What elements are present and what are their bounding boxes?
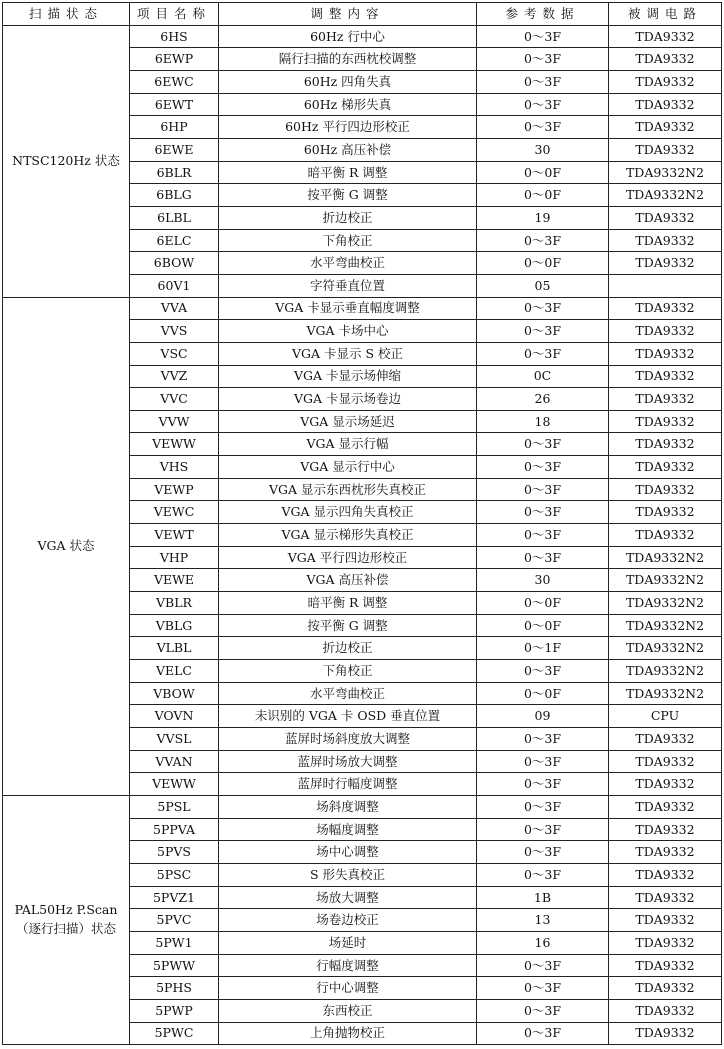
circuit-cell: TDA9332 — [609, 48, 722, 71]
adjust-content-cell: VGA 平行四边形校正 — [219, 546, 477, 569]
item-name-cell: 6EWP — [130, 48, 219, 71]
header-row — [3, 3, 722, 26]
circuit-cell: TDA9332 — [609, 206, 722, 229]
adjust-content-cell: 下角校正 — [219, 660, 477, 683]
reference-data-cell: 0～3F — [477, 660, 609, 683]
scan-state-cell: VGA 状态 — [3, 297, 130, 795]
reference-data-cell: 0～3F — [477, 795, 609, 818]
reference-data-cell: 18 — [477, 410, 609, 433]
reference-data-cell: 0～3F — [477, 728, 609, 751]
adjust-content-cell: 东西校正 — [219, 999, 477, 1022]
item-name-cell: VEWP — [130, 478, 219, 501]
adjust-content-cell: 隔行扫描的东西枕校调整 — [219, 48, 477, 71]
item-name-cell: 60V1 — [130, 274, 219, 297]
circuit-cell: TDA9332 — [609, 999, 722, 1022]
adjust-content-cell: 下角校正 — [219, 229, 477, 252]
item-name-cell: 5PHS — [130, 977, 219, 1000]
adjust-content-cell: VGA 卡场中心 — [219, 320, 477, 343]
item-name-cell: VBLR — [130, 592, 219, 615]
circuit-cell: CPU — [609, 705, 722, 728]
item-name-cell: VEWC — [130, 501, 219, 524]
reference-data-cell: 0～3F — [477, 229, 609, 252]
circuit-cell: TDA9332 — [609, 70, 722, 93]
item-name-cell: VLBL — [130, 637, 219, 660]
circuit-cell: TDA9332 — [609, 433, 722, 456]
scan-state-cell: NTSC120Hz 状态 — [3, 25, 130, 297]
item-name-cell: VOVN — [130, 705, 219, 728]
circuit-cell: TDA9332N2 — [609, 637, 722, 660]
reference-data-cell: 0～3F — [477, 320, 609, 343]
item-name-cell: VVAN — [130, 750, 219, 773]
item-name-cell: 5PWP — [130, 999, 219, 1022]
item-name-cell: 6HP — [130, 116, 219, 139]
item-name-cell: VBLG — [130, 614, 219, 637]
adjust-content-cell: S 形失真校正 — [219, 863, 477, 886]
header-scan-state: 扫描状态 — [3, 3, 130, 26]
adjust-content-cell: 场幅度调整 — [219, 818, 477, 841]
adjust-content-cell: 60Hz 平行四边形校正 — [219, 116, 477, 139]
item-name-cell: 6EWT — [130, 93, 219, 116]
adjust-content-cell: 水平弯曲校正 — [219, 252, 477, 275]
circuit-cell: TDA9332 — [609, 138, 722, 161]
circuit-cell: TDA9332N2 — [609, 614, 722, 637]
header-circuit: 被调电路 — [609, 3, 722, 26]
item-name-cell: VEWW — [130, 433, 219, 456]
header-item-name: 项目名称 — [130, 3, 219, 26]
reference-data-cell: 0～3F — [477, 116, 609, 139]
item-name-cell: 6EWC — [130, 70, 219, 93]
adjust-content-cell: 60Hz 四角失真 — [219, 70, 477, 93]
adjust-content-cell: 字符垂直位置 — [219, 274, 477, 297]
reference-data-cell: 0～3F — [477, 999, 609, 1022]
reference-data-cell: 30 — [477, 569, 609, 592]
item-name-cell: 5PVC — [130, 909, 219, 932]
item-name-cell: 5PWW — [130, 954, 219, 977]
reference-data-cell: 0～3F — [477, 501, 609, 524]
reference-data-cell: 0～3F — [477, 70, 609, 93]
adjust-content-cell: 场延时 — [219, 931, 477, 954]
circuit-cell: TDA9332N2 — [609, 546, 722, 569]
adjust-content-cell: 未识别的 VGA 卡 OSD 垂直位置 — [219, 705, 477, 728]
circuit-cell: TDA9332 — [609, 1022, 722, 1045]
reference-data-cell: 0～3F — [477, 546, 609, 569]
adjust-content-cell: 暗平衡 R 调整 — [219, 161, 477, 184]
item-name-cell: VELC — [130, 660, 219, 683]
reference-data-cell: 1B — [477, 886, 609, 909]
adjust-content-cell: VGA 卡显示场伸缩 — [219, 365, 477, 388]
reference-data-cell: 0～3F — [477, 478, 609, 501]
item-name-cell: VVZ — [130, 365, 219, 388]
adjust-content-cell: VGA 显示梯形失真校正 — [219, 524, 477, 547]
reference-data-cell: 0～0F — [477, 252, 609, 275]
item-name-cell: 6HS — [130, 25, 219, 48]
reference-data-cell: 0～3F — [477, 297, 609, 320]
circuit-cell: TDA9332N2 — [609, 682, 722, 705]
item-name-cell: 5PSC — [130, 863, 219, 886]
reference-data-cell: 16 — [477, 931, 609, 954]
reference-data-cell: 30 — [477, 138, 609, 161]
reference-data-cell: 05 — [477, 274, 609, 297]
item-name-cell: VVC — [130, 388, 219, 411]
circuit-cell: TDA9332 — [609, 524, 722, 547]
reference-data-cell: 13 — [477, 909, 609, 932]
reference-data-cell: 0～3F — [477, 841, 609, 864]
circuit-cell: TDA9332 — [609, 931, 722, 954]
circuit-cell: TDA9332 — [609, 252, 722, 275]
circuit-cell: TDA9332 — [609, 909, 722, 932]
circuit-cell: TDA9332 — [609, 886, 722, 909]
item-name-cell: VBOW — [130, 682, 219, 705]
adjust-content-cell: 60Hz 行中心 — [219, 25, 477, 48]
item-name-cell: 5PWC — [130, 1022, 219, 1045]
header-adjust-content: 调整内容 — [219, 3, 477, 26]
adjust-content-cell: 60Hz 高压补偿 — [219, 138, 477, 161]
reference-data-cell: 0～3F — [477, 93, 609, 116]
item-name-cell: VEWE — [130, 569, 219, 592]
circuit-cell: TDA9332N2 — [609, 161, 722, 184]
circuit-cell: TDA9332 — [609, 388, 722, 411]
adjust-content-cell: VGA 显示场延迟 — [219, 410, 477, 433]
adjust-content-cell: VGA 高压补偿 — [219, 569, 477, 592]
circuit-cell: TDA9332 — [609, 365, 722, 388]
adjust-content-cell: 蓝屏时场斜度放大调整 — [219, 728, 477, 751]
circuit-cell: TDA9332 — [609, 795, 722, 818]
table-body — [3, 25, 722, 1045]
reference-data-cell: 09 — [477, 705, 609, 728]
reference-data-cell: 0C — [477, 365, 609, 388]
table-row — [3, 25, 722, 48]
reference-data-cell: 0～3F — [477, 25, 609, 48]
reference-data-cell: 0～3F — [477, 818, 609, 841]
adjust-content-cell: 场中心调整 — [219, 841, 477, 864]
circuit-cell: TDA9332 — [609, 750, 722, 773]
circuit-cell: TDA9332N2 — [609, 592, 722, 615]
item-name-cell: 5PVS — [130, 841, 219, 864]
adjust-content-cell: 上角抛物校正 — [219, 1022, 477, 1045]
reference-data-cell: 0～3F — [477, 433, 609, 456]
adjust-content-cell: 场放大调整 — [219, 886, 477, 909]
circuit-cell: TDA9332 — [609, 818, 722, 841]
circuit-cell: TDA9332 — [609, 93, 722, 116]
adjust-content-cell: VGA 显示四角失真校正 — [219, 501, 477, 524]
adjust-content-cell: VGA 卡显示 S 校正 — [219, 342, 477, 365]
item-name-cell: VEWT — [130, 524, 219, 547]
circuit-cell: TDA9332 — [609, 863, 722, 886]
adjust-content-cell: 行中心调整 — [219, 977, 477, 1000]
reference-data-cell: 0～3F — [477, 48, 609, 71]
reference-data-cell: 0～0F — [477, 682, 609, 705]
adjust-content-cell: VGA 显示东西枕形失真校正 — [219, 478, 477, 501]
reference-data-cell: 0～3F — [477, 750, 609, 773]
circuit-cell: TDA9332 — [609, 977, 722, 1000]
reference-data-cell: 0～1F — [477, 637, 609, 660]
item-name-cell: VHP — [130, 546, 219, 569]
adjust-content-cell: VGA 显示行中心 — [219, 456, 477, 479]
item-name-cell: 6LBL — [130, 206, 219, 229]
adjust-content-cell: 折边校正 — [219, 206, 477, 229]
adjust-content-cell: 60Hz 梯形失真 — [219, 93, 477, 116]
adjust-content-cell: 行幅度调整 — [219, 954, 477, 977]
adjust-content-cell: 蓝屏时行幅度调整 — [219, 773, 477, 796]
item-name-cell: 6EWE — [130, 138, 219, 161]
item-name-cell: 5PW1 — [130, 931, 219, 954]
circuit-cell: TDA9332 — [609, 478, 722, 501]
adjust-content-cell: 按平衡 G 调整 — [219, 614, 477, 637]
item-name-cell: VVS — [130, 320, 219, 343]
circuit-cell: TDA9332 — [609, 320, 722, 343]
item-name-cell: 5PSL — [130, 795, 219, 818]
item-name-cell: 6ELC — [130, 229, 219, 252]
reference-data-cell: 0～0F — [477, 592, 609, 615]
item-name-cell: 6BLG — [130, 184, 219, 207]
reference-data-cell: 0～3F — [477, 773, 609, 796]
circuit-cell: TDA9332 — [609, 229, 722, 252]
item-name-cell: VEWW — [130, 773, 219, 796]
adjust-content-cell: 折边校正 — [219, 637, 477, 660]
table-row — [3, 297, 722, 320]
circuit-cell: TDA9332 — [609, 841, 722, 864]
reference-data-cell: 0～3F — [477, 1022, 609, 1045]
reference-data-cell: 0～3F — [477, 524, 609, 547]
reference-data-cell: 0～0F — [477, 161, 609, 184]
circuit-cell: TDA9332 — [609, 728, 722, 751]
circuit-cell: TDA9332 — [609, 297, 722, 320]
item-name-cell: VVSL — [130, 728, 219, 751]
circuit-cell: TDA9332 — [609, 954, 722, 977]
item-name-cell: 5PVZ1 — [130, 886, 219, 909]
adjust-content-cell: VGA 卡显示垂直幅度调整 — [219, 297, 477, 320]
adjust-content-cell: 暗平衡 R 调整 — [219, 592, 477, 615]
circuit-cell: TDA9332 — [609, 116, 722, 139]
scan-state-cell: PAL50Hz P.Scan（逐行扫描）状态 — [3, 795, 130, 1044]
item-name-cell: VHS — [130, 456, 219, 479]
table-row — [3, 795, 722, 818]
reference-data-cell: 0～0F — [477, 614, 609, 637]
scan-adjustment-table — [2, 2, 722, 1045]
adjust-content-cell: 场斜度调整 — [219, 795, 477, 818]
header-reference-data: 参考数据 — [477, 3, 609, 26]
adjust-content-cell: 场卷边校正 — [219, 909, 477, 932]
item-name-cell: VVW — [130, 410, 219, 433]
item-name-cell: VSC — [130, 342, 219, 365]
reference-data-cell: 0～0F — [477, 184, 609, 207]
adjust-content-cell: 蓝屏时场放大调整 — [219, 750, 477, 773]
item-name-cell: 5PPVA — [130, 818, 219, 841]
reference-data-cell: 26 — [477, 388, 609, 411]
item-name-cell: 6BOW — [130, 252, 219, 275]
adjust-content-cell: VGA 卡显示场卷边 — [219, 388, 477, 411]
reference-data-cell: 0～3F — [477, 342, 609, 365]
circuit-cell: TDA9332 — [609, 25, 722, 48]
circuit-cell: TDA9332N2 — [609, 569, 722, 592]
adjust-content-cell: VGA 显示行幅 — [219, 433, 477, 456]
reference-data-cell: 19 — [477, 206, 609, 229]
adjust-content-cell: 水平弯曲校正 — [219, 682, 477, 705]
circuit-cell: TDA9332 — [609, 342, 722, 365]
circuit-cell — [609, 274, 722, 297]
reference-data-cell: 0～3F — [477, 456, 609, 479]
reference-data-cell: 0～3F — [477, 977, 609, 1000]
reference-data-cell: 0～3F — [477, 954, 609, 977]
circuit-cell: TDA9332 — [609, 501, 722, 524]
reference-data-cell: 0～3F — [477, 863, 609, 886]
circuit-cell: TDA9332N2 — [609, 660, 722, 683]
circuit-cell: TDA9332 — [609, 456, 722, 479]
adjust-content-cell: 按平衡 G 调整 — [219, 184, 477, 207]
item-name-cell: 6BLR — [130, 161, 219, 184]
item-name-cell: VVA — [130, 297, 219, 320]
circuit-cell: TDA9332 — [609, 410, 722, 433]
circuit-cell: TDA9332N2 — [609, 184, 722, 207]
circuit-cell: TDA9332 — [609, 773, 722, 796]
